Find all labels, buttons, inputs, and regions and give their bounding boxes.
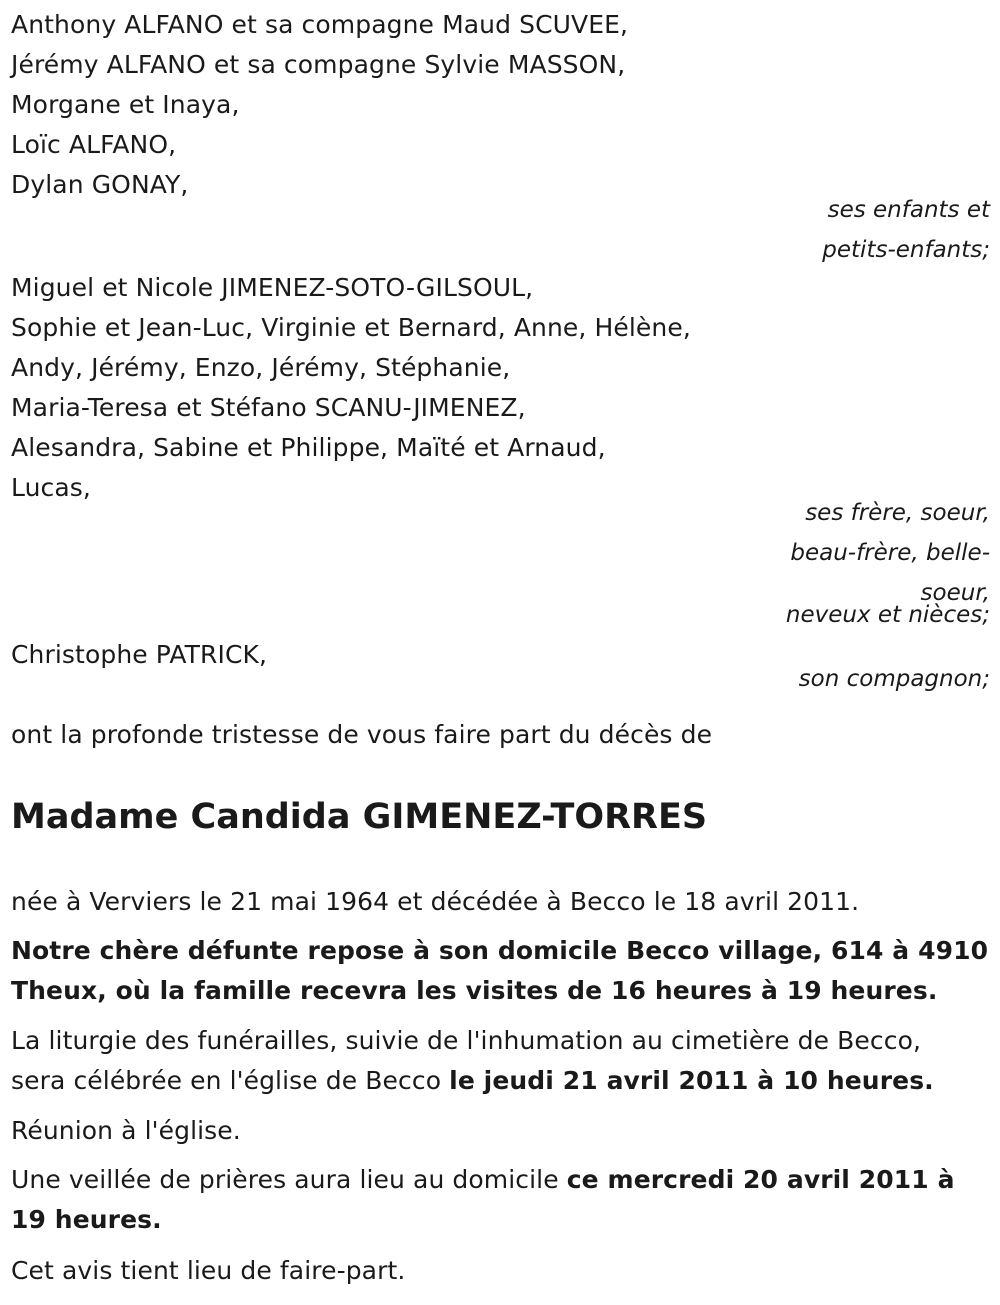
family-line: Lucas, [11,473,91,502]
relation-label: petits-enfants; [822,237,990,263]
family-line: Dylan GONAY, [11,170,189,199]
vigil-time: 19 heures. [11,1205,162,1234]
relation-label: ses frère, soeur, [805,500,990,526]
relation-label: soeur, [920,580,990,606]
family-line: Christophe PATRICK, [11,640,268,669]
announcement-text: ont la profonde tristesse de vous faire part du décès de [11,720,713,749]
deceased-name: Madame Candida GIMENEZ-TORRES [11,797,708,837]
relation-label: neveux et nièces; [785,602,990,628]
family-line: Loïc ALFANO, [11,130,177,159]
vigil-date: ce mercredi 20 avril 2011 à [566,1165,955,1194]
liturgy-text [11,1066,934,1096]
family-line: Maria-Teresa et Stéfano SCANU-JIMENEZ, [11,393,526,422]
vigil-plain: Une veillée de prières aura lieu au domicile [11,1165,567,1194]
family-line: Alesandra, Sabine et Philippe, Maïté et Arnaud, [11,433,606,462]
birth-death-text: née à Verviers le 21 mai 1964 et décédée à Becco le 18 avril 2011. [11,887,860,916]
closing-text: Cet avis tient lieu de faire-part. [11,1256,406,1285]
family-line: Miguel et Nicole JIMENEZ-SOTO-GILSOUL, [11,273,534,302]
relation-label: beau-frère, belle- [790,540,990,566]
repose-text: Theux, où la famille recevra les visites de 16 heures à 19 heures. [11,976,938,1005]
family-line: Sophie et Jean-Luc, Virginie et Bernard, Anne, Hélène, [11,313,691,342]
family-line: Morgane et Inaya, [11,90,240,119]
family-line: Anthony ALFANO et sa compagne Maud SCUVEE, [11,10,629,39]
relation-label: son compagnon; [798,666,990,692]
family-line: Jérémy ALFANO et sa compagne Sylvie MASSON, [11,50,626,79]
vigil-text [11,1165,955,1195]
repose-text: Notre chère défunte repose à son domicile Becco village, 614 à 4910 [11,936,989,965]
reunion-text: Réunion à l'église. [11,1116,241,1145]
liturgy-date: le jeudi 21 avril 2011 à 10 heures. [449,1066,934,1095]
liturgy-text: La liturgie des funérailles, suivie de l'inhumation au cimetière de Becco, [11,1026,922,1055]
relation-label: ses enfants et [827,197,990,223]
family-line: Andy, Jérémy, Enzo, Jérémy, Stéphanie, [11,353,511,382]
liturgy-plain: sera célébrée en l'église de Becco [11,1066,450,1095]
